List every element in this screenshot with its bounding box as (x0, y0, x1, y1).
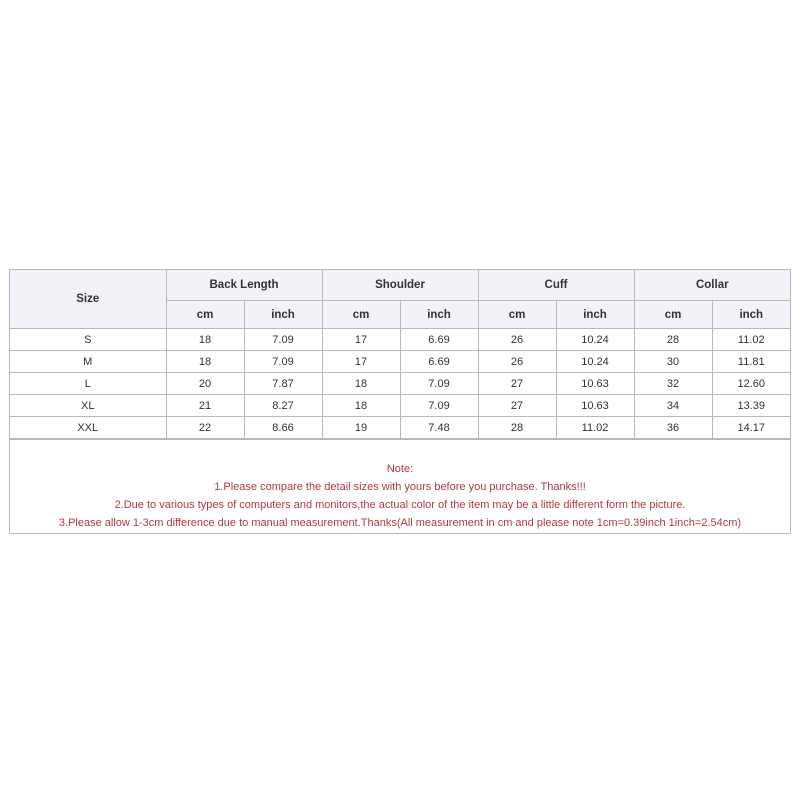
value-cell: 14.17 (712, 417, 790, 439)
value-cell: 10.63 (556, 373, 634, 395)
value-cell: 19 (322, 417, 400, 439)
value-cell: 8.66 (244, 417, 322, 439)
size-cell: XXL (10, 417, 166, 439)
value-cell: 28 (634, 329, 712, 351)
value-cell: 6.69 (400, 351, 478, 373)
unit-header: inch (244, 301, 322, 329)
value-cell: 11.81 (712, 351, 790, 373)
value-cell: 18 (322, 395, 400, 417)
value-cell: 36 (634, 417, 712, 439)
size-cell: L (10, 373, 166, 395)
size-header: Size (10, 270, 166, 329)
value-cell: 18 (322, 373, 400, 395)
group-header-shoulder: Shoulder (322, 270, 478, 301)
note-line: 2.Due to various types of computers and monitors,the actual color of the item may be a little different form the picture. (114, 499, 686, 511)
value-cell: 32 (634, 373, 712, 395)
value-cell: 7.48 (400, 417, 478, 439)
value-cell: 8.27 (244, 395, 322, 417)
unit-header: cm (634, 301, 712, 329)
value-cell: 7.09 (244, 351, 322, 373)
unit-header: cm (166, 301, 244, 329)
unit-header: inch (400, 301, 478, 329)
group-header-back-length: Back Length (166, 270, 322, 301)
value-cell: 11.02 (712, 329, 790, 351)
value-cell: 27 (478, 373, 556, 395)
unit-header: cm (322, 301, 400, 329)
value-cell: 7.09 (400, 395, 478, 417)
group-header-cuff: Cuff (478, 270, 634, 301)
value-cell: 7.09 (400, 373, 478, 395)
value-cell: 26 (478, 351, 556, 373)
size-cell: M (10, 351, 166, 373)
unit-header: cm (478, 301, 556, 329)
value-cell: 7.87 (244, 373, 322, 395)
value-cell: 10.24 (556, 329, 634, 351)
size-chart (9, 269, 791, 534)
group-header-collar: Collar (634, 270, 790, 301)
table-row (10, 417, 790, 439)
value-cell: 28 (478, 417, 556, 439)
value-cell: 10.63 (556, 395, 634, 417)
note-line: 3.Please allow 1-3cm difference due to manual measurement.Thanks(All measurement in cm and please note 1cm=0.39inch 1inch=2.54cm) (58, 517, 742, 529)
value-cell: 18 (166, 329, 244, 351)
unit-header: inch (712, 301, 790, 329)
value-cell: 12.60 (712, 373, 790, 395)
note-line: 1.Please compare the detail sizes with yours before you purchase. Thanks!!! (214, 481, 586, 493)
value-cell: 27 (478, 395, 556, 417)
size-cell: S (10, 329, 166, 351)
value-cell: 18 (166, 351, 244, 373)
value-cell: 17 (322, 329, 400, 351)
header-row-groups (10, 270, 790, 301)
value-cell: 6.69 (400, 329, 478, 351)
value-cell: 17 (322, 351, 400, 373)
size-cell: XL (10, 395, 166, 417)
value-cell: 22 (166, 417, 244, 439)
notes-title: Note: (386, 463, 414, 475)
value-cell: 26 (478, 329, 556, 351)
notes-section (10, 439, 790, 533)
table-row (10, 329, 790, 351)
value-cell: 21 (166, 395, 244, 417)
size-table (10, 270, 790, 439)
value-cell: 30 (634, 351, 712, 373)
table-row (10, 351, 790, 373)
value-cell: 7.09 (244, 329, 322, 351)
unit-header: inch (556, 301, 634, 329)
value-cell: 13.39 (712, 395, 790, 417)
value-cell: 34 (634, 395, 712, 417)
table-row (10, 395, 790, 417)
value-cell: 10.24 (556, 351, 634, 373)
value-cell: 20 (166, 373, 244, 395)
table-row (10, 373, 790, 395)
value-cell: 11.02 (556, 417, 634, 439)
